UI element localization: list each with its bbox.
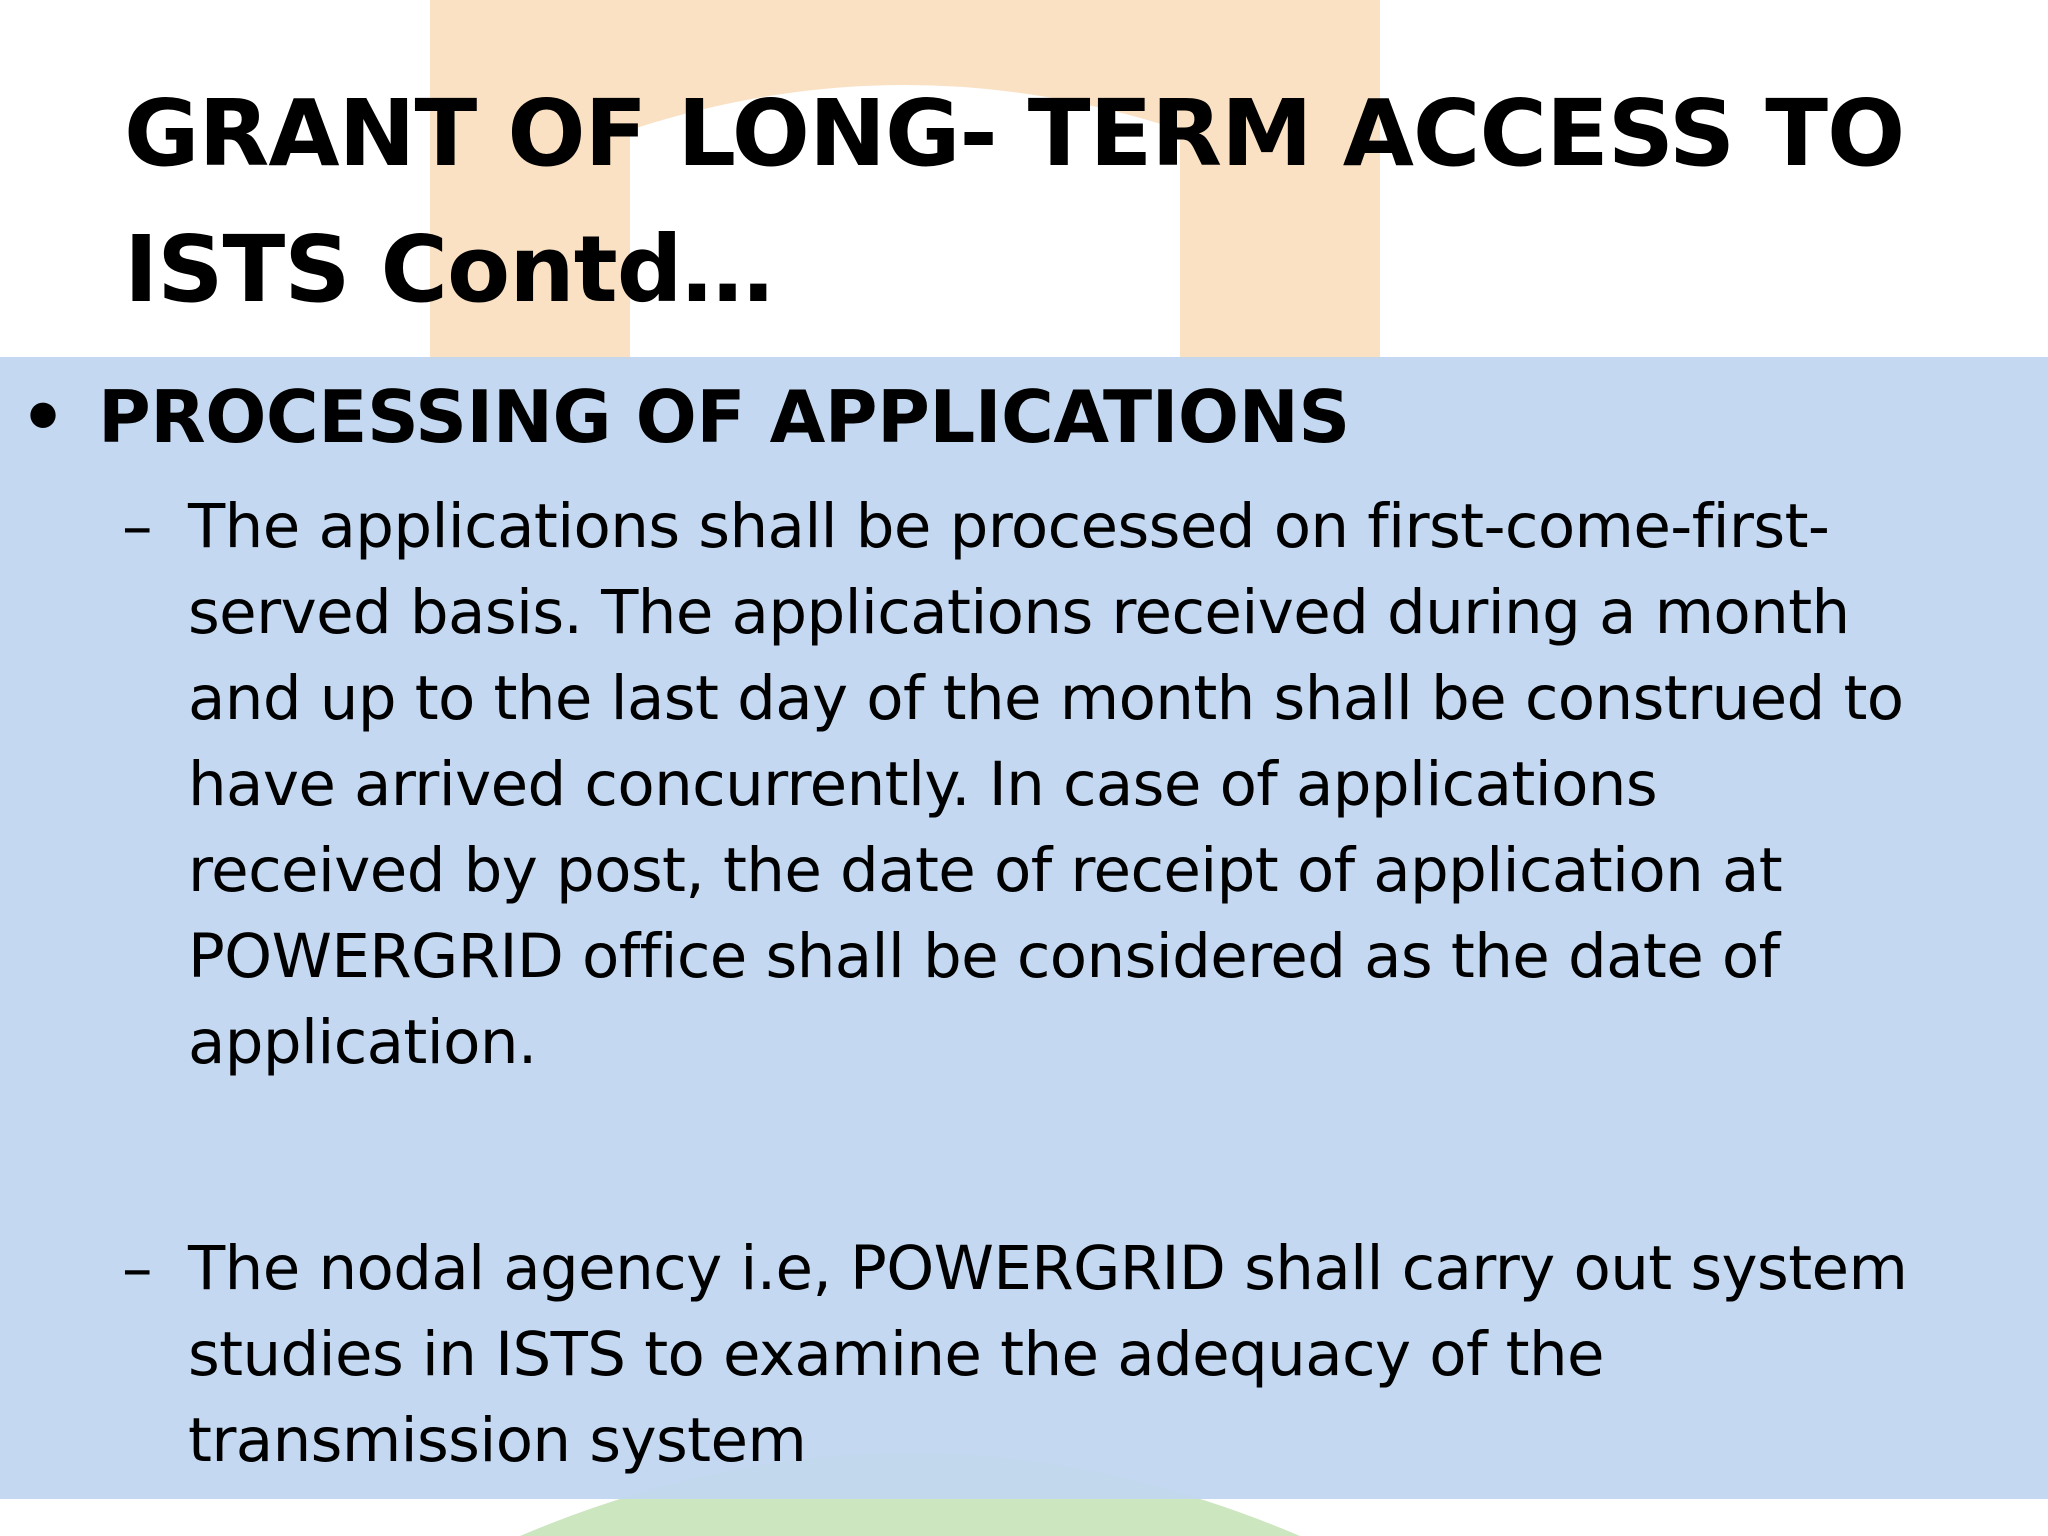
text-line: transmission system bbox=[188, 1405, 807, 1476]
text-line: received by post, the date of receipt of application at bbox=[188, 835, 1783, 906]
text-line: served basis. The applications received during a month bbox=[188, 577, 1850, 648]
sub-item-text bbox=[188, 484, 2048, 1086]
text-line: and up to the last day of the month shall be construed to bbox=[188, 663, 1904, 734]
slide-title-line-2: ISTS Contd… bbox=[124, 216, 773, 323]
text-line: have arrived concurrently. In case of applications bbox=[188, 749, 1658, 820]
sub-item-marker: – bbox=[122, 1233, 153, 1304]
text-line: studies in ISTS to examine the adequacy of the bbox=[188, 1319, 1604, 1390]
text-line: POWERGRID office shall be considered as the date of bbox=[188, 921, 1780, 992]
bullet-marker: • bbox=[20, 375, 67, 459]
text-line: The nodal agency i.e, POWERGRID shall carry out system bbox=[188, 1233, 1908, 1304]
slide-title-line-1: GRANT OF LONG- TERM ACCESS TO bbox=[124, 80, 1905, 187]
text-line: application. bbox=[188, 1007, 537, 1078]
slide-title bbox=[124, 66, 2004, 338]
text-line: The applications shall be processed on first-come-first- bbox=[188, 491, 1830, 562]
bullet-heading: PROCESSING OF APPLICATIONS bbox=[98, 375, 1350, 459]
sub-item-text bbox=[188, 1226, 2048, 1484]
sub-item-marker: – bbox=[122, 491, 153, 562]
